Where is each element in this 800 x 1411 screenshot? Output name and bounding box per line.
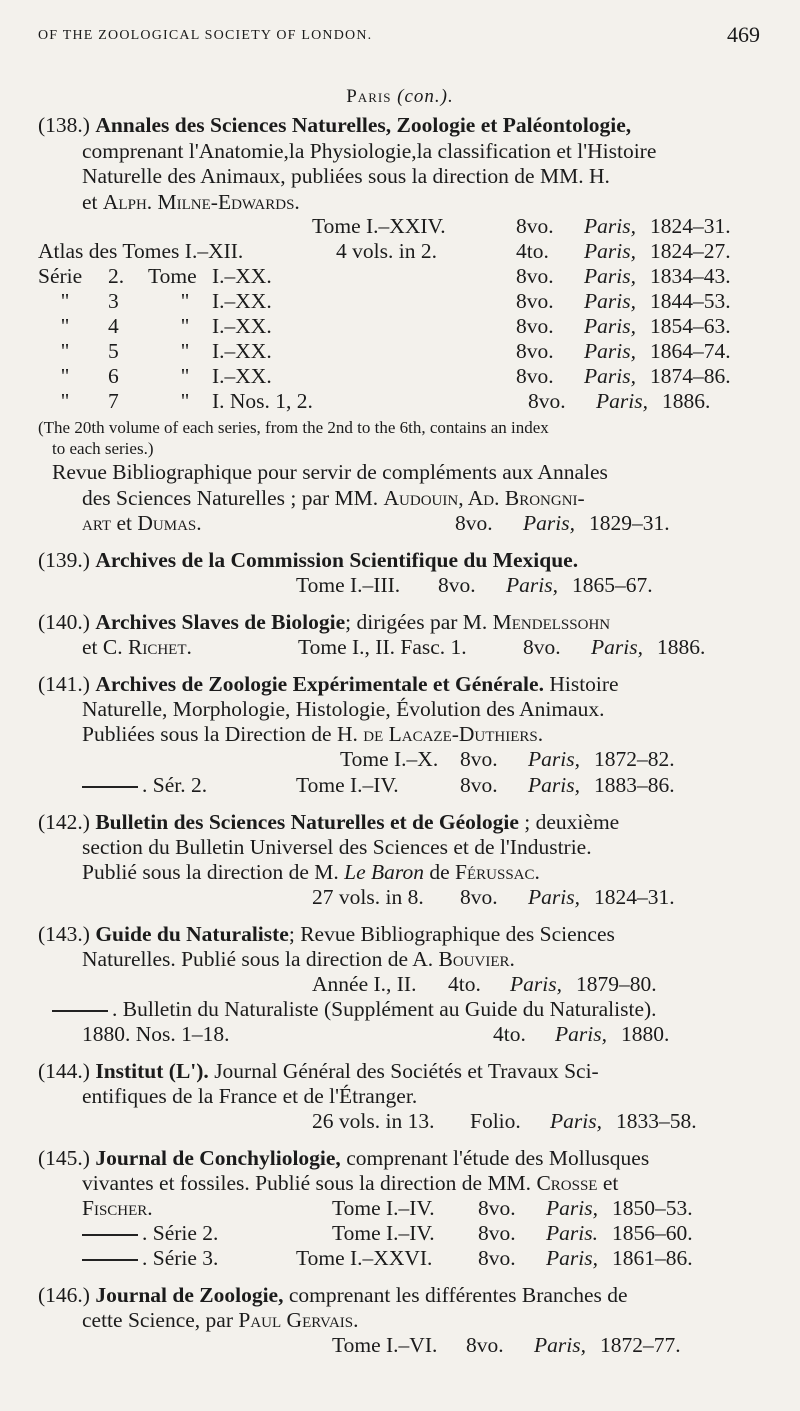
ditto-dash [52, 1010, 108, 1012]
editor: Alph. Milne-Edwards. [102, 190, 300, 214]
editor: Bouvier. [438, 947, 515, 971]
volumes: Tome I.–XXVI. [296, 1246, 433, 1270]
place: Paris, [584, 264, 636, 288]
entry-139-line-1 [38, 548, 578, 573]
volumes: I.–XX. [212, 264, 272, 288]
text: des Sciences Naturelles ; par MM. [82, 486, 384, 510]
series-number: 2. [108, 264, 125, 288]
editor: Crosse [536, 1171, 598, 1195]
format: 8vo. [460, 885, 498, 909]
entry-number: (146.) [38, 1283, 90, 1307]
entry-title: Annales des Sciences Naturelles, Zoologie et Paléontologie, [95, 113, 632, 137]
entry-144-line-1 [38, 1059, 599, 1084]
volumes: Année I., II. [312, 972, 417, 996]
revue-line-1: Revue Bibliographique pour servir de compléments aux Annales [52, 460, 608, 484]
place: Paris, [584, 289, 636, 313]
entry-141-line-3 [82, 722, 543, 747]
entry-138-line-3: Naturelle des Animaux, publiées sous la direction de MM. H. [82, 164, 610, 188]
volumes: Tome I.–IV. [296, 773, 399, 797]
years: 1856–60. [612, 1221, 693, 1245]
years: 1824–31. [650, 214, 731, 238]
text: Journal Général des Sociétés et Travaux Sci- [208, 1059, 599, 1083]
volumes: Tome I., II. Fasc. 1. [298, 635, 467, 659]
years: 1879–80. [576, 972, 657, 996]
text: . Série 2. [142, 1221, 219, 1245]
entry-141-line-1 [38, 672, 619, 697]
entry-number: (144.) [38, 1059, 90, 1083]
series-number: 5 [108, 339, 119, 363]
entry-title: Archives Slaves de Biologie [95, 610, 346, 634]
section-city: Paris [346, 86, 392, 107]
place: Paris, [546, 1246, 598, 1270]
format: 8vo. [516, 289, 554, 313]
volumes: I.–XX. [212, 289, 272, 313]
volumes: I. Nos. 1, 2. [212, 389, 313, 413]
entry-138-line-1 [38, 113, 631, 138]
entry-title: Bulletin des Sciences Naturelles et de Géologie [95, 810, 519, 834]
place: Paris, [584, 364, 636, 388]
place: Paris, [510, 972, 562, 996]
years: 1872–82. [594, 747, 675, 771]
format: 8vo. [438, 573, 476, 597]
editor: Dumas. [137, 511, 202, 535]
format: 4to. [448, 972, 481, 996]
format: 8vo. [516, 214, 554, 238]
entry-141-line-2: Naturelle, Morphologie, Histologie, Évolution des Animaux. [82, 697, 605, 721]
text: et [82, 190, 103, 214]
bulletin-line-1 [52, 997, 657, 1022]
entry-145-line-1 [38, 1146, 649, 1171]
ditto-dash [82, 786, 138, 788]
years: 1880. [621, 1022, 670, 1046]
entry-title: Journal de Zoologie, [95, 1283, 284, 1307]
series-label: Série [38, 264, 83, 288]
place: Paris, [546, 1196, 598, 1220]
volumes: 26 vols. in 13. [312, 1109, 435, 1133]
format: 8vo. [516, 314, 554, 338]
volumes: Tome I.–III. [296, 573, 401, 597]
entry-142-line-3 [82, 860, 540, 885]
tome: " [180, 314, 190, 338]
entry-145-line-2 [82, 1171, 618, 1196]
volumes: I.–XX. [212, 364, 272, 388]
entry-144-line-2: entifiques de la France et de l'Étranger. [82, 1084, 418, 1108]
volumes: 27 vols. in 8. [312, 885, 424, 909]
ditto-dash [82, 1259, 138, 1261]
series [82, 773, 207, 798]
series-label: " [60, 389, 70, 413]
format: 8vo. [516, 364, 554, 388]
tome: Tome [148, 264, 197, 288]
editor: Férussac. [455, 860, 540, 884]
editor: Mendelssohn [492, 610, 611, 634]
format: 8vo. [523, 635, 561, 659]
years: 1844–53. [650, 289, 731, 313]
series-label: " [60, 314, 70, 338]
text: et [597, 1171, 619, 1195]
volumes: Tome I.–IV. [332, 1196, 435, 1220]
entry-title: Institut (L'). [95, 1059, 209, 1083]
entry-140-line-2 [82, 635, 192, 660]
text: et C. [82, 635, 128, 659]
volumes: Tome I.–XXIV. [312, 214, 446, 238]
volumes: 4 vols. in 2. [336, 239, 437, 263]
entry-title: Archives de Zoologie Expérimentale et Générale. [95, 672, 544, 696]
entry-143-line-2 [82, 947, 515, 972]
place: Paris, [528, 885, 580, 909]
text: Histoire [543, 672, 619, 696]
volumes: 1880. Nos. 1–18. [82, 1022, 230, 1046]
entry-142-line-2: section du Bulletin Universel des Sciences et de l'Industrie. [82, 835, 592, 859]
entry-146-line-2 [82, 1308, 359, 1333]
place: Paris. [546, 1221, 598, 1245]
series-number: 3 [108, 289, 119, 313]
text: et [111, 511, 138, 535]
format: 4to. [516, 239, 549, 263]
editor: de Lacaze-Duthiers. [363, 722, 544, 746]
entry-138-line-4 [82, 190, 300, 215]
text: comprenant les différentes Branches de [283, 1283, 628, 1307]
years: 1824–31. [594, 885, 675, 909]
text: ; deuxième [518, 810, 620, 834]
years: 1874–86. [650, 364, 731, 388]
text: cette Science, par [82, 1308, 239, 1332]
entry-number: (139.) [38, 548, 90, 572]
place: Paris, [534, 1333, 586, 1357]
years: 1861–86. [612, 1246, 693, 1270]
editor: Fischer. [82, 1196, 153, 1220]
index-note-2: to each series.) [52, 439, 154, 458]
place: Paris, [584, 214, 636, 238]
entry-143-line-1 [38, 922, 615, 947]
place: Paris, [528, 747, 580, 771]
place: Paris, [591, 635, 643, 659]
format: 8vo. [466, 1333, 504, 1357]
atlas-label: Atlas des Tomes I.–XII. [38, 239, 244, 263]
text: . Série 3. [142, 1246, 219, 1270]
editors: Audouin, Ad. Brongni- [383, 486, 585, 510]
tome: " [180, 289, 190, 313]
entry-number: (140.) [38, 610, 90, 634]
format: Folio. [470, 1109, 521, 1133]
years: 1824–27. [650, 239, 731, 263]
entry-number: (138.) [38, 113, 90, 137]
text: vivantes et fossiles. Publié sous la direction de MM. [82, 1171, 537, 1195]
page-number: 469 [727, 22, 760, 47]
format: 8vo. [528, 389, 566, 413]
entry-140-line-1 [38, 610, 610, 635]
series-label: " [60, 339, 70, 363]
format: 8vo. [460, 773, 498, 797]
years: 1886. [662, 389, 711, 413]
text: Naturelles. Publié sous la direction de A. [82, 947, 439, 971]
format: 4to. [493, 1022, 526, 1046]
place: Paris, [506, 573, 558, 597]
running-title: OF THE ZOOLOGICAL SOCIETY OF LONDON. [38, 28, 373, 43]
entry-title: Journal de Conchyliologie, [95, 1146, 341, 1170]
place: Paris, [584, 239, 636, 263]
revue-line-3 [82, 511, 202, 536]
series-label: " [60, 289, 70, 313]
years: 1854–63. [650, 314, 731, 338]
place: Paris, [523, 511, 575, 535]
text: comprenant l'étude des Mollusques [340, 1146, 650, 1170]
years: 1872–77. [600, 1333, 681, 1357]
years: 1886. [657, 635, 706, 659]
place: Paris, [596, 389, 648, 413]
text: Le Baron [344, 860, 424, 884]
years: 1850–53. [612, 1196, 693, 1220]
editor: Richet. [127, 635, 192, 659]
series-label: " [60, 364, 70, 388]
text: . Sér. 2. [142, 773, 208, 797]
entry-title: Guide du Naturaliste [95, 922, 289, 946]
section-heading [0, 86, 800, 108]
format: 8vo. [478, 1221, 516, 1245]
format: 8vo. [516, 339, 554, 363]
ditto-dash [82, 1234, 138, 1236]
entry-number: (141.) [38, 672, 90, 696]
entry-number: (143.) [38, 922, 90, 946]
text: Publiées sous la Direction de H. [82, 722, 364, 746]
place: Paris, [528, 773, 580, 797]
volumes: Tome I.–IV. [332, 1221, 435, 1245]
text: de [423, 860, 456, 884]
format: 8vo. [478, 1246, 516, 1270]
text: Publié sous la direction de M. [82, 860, 345, 884]
entry-138-line-2: comprenant l'Anatomie,la Physiologie,la classification et l'Histoire [82, 139, 657, 163]
section-cont: (con.). [397, 86, 454, 107]
place: Paris, [550, 1109, 602, 1133]
years: 1865–67. [572, 573, 653, 597]
series-number: 7 [108, 389, 119, 413]
place: Paris, [584, 314, 636, 338]
format: 8vo. [460, 747, 498, 771]
volumes: I.–XX. [212, 339, 272, 363]
years: 1864–74. [650, 339, 731, 363]
text: ; dirigées par M. [345, 610, 493, 634]
format: 8vo. [478, 1196, 516, 1220]
format: 8vo. [516, 264, 554, 288]
editor: art [82, 511, 112, 535]
revue-line-2 [82, 486, 585, 511]
place: Paris, [555, 1022, 607, 1046]
series-number: 4 [108, 314, 119, 338]
entry-number: (145.) [38, 1146, 90, 1170]
tome: " [180, 339, 190, 363]
volumes: I.–XX. [212, 314, 272, 338]
index-note-1: (The 20th volume of each series, from the 2nd to the 6th, contains an index [38, 418, 549, 437]
series [82, 1221, 218, 1246]
editor: Paul Gervais. [238, 1308, 359, 1332]
years: 1834–43. [650, 264, 731, 288]
tome: " [180, 389, 190, 413]
entry-title: Archives de la Commission Scientifique du Mexique. [95, 548, 579, 572]
running-header [38, 22, 760, 52]
series [82, 1246, 218, 1271]
entry-146-line-1 [38, 1283, 628, 1308]
entry-number: (142.) [38, 810, 90, 834]
years: 1833–58. [616, 1109, 697, 1133]
volumes: Tome I.–VI. [332, 1333, 438, 1357]
series-number: 6 [108, 364, 119, 388]
text: . Bulletin du Naturaliste (Supplément au Guide du Naturaliste). [112, 997, 657, 1021]
place: Paris, [584, 339, 636, 363]
text: ; Revue Bibliographique des Sciences [288, 922, 615, 946]
format: 8vo. [455, 511, 493, 535]
tome: " [180, 364, 190, 388]
entry-142-line-1 [38, 810, 619, 835]
years: 1829–31. [589, 511, 670, 535]
volumes: Tome I.–X. [340, 747, 439, 771]
years: 1883–86. [594, 773, 675, 797]
